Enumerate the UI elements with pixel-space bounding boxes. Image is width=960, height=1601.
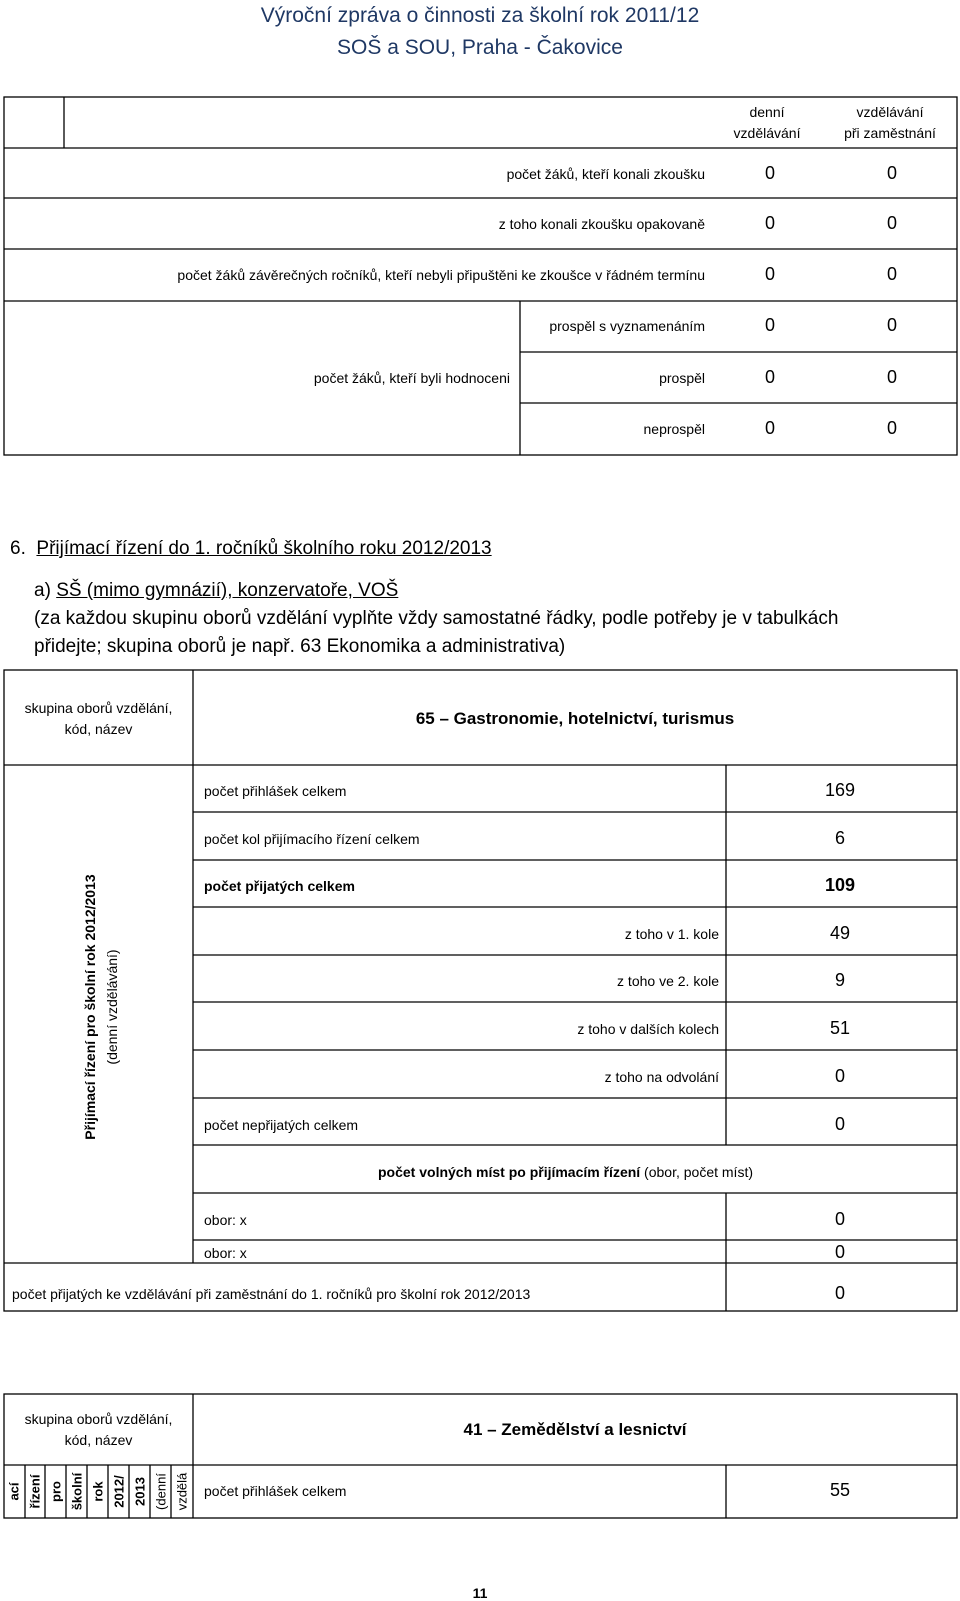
side-label-fragment: (denní bbox=[153, 1473, 169, 1510]
row-label: prospěl bbox=[659, 370, 705, 386]
volnych-label-rest: (obor, počet míst) bbox=[640, 1164, 753, 1180]
side-label-fragment: rok bbox=[90, 1481, 106, 1502]
neprijatych-value: 0 bbox=[834, 1114, 845, 1134]
side-label-fragment: 2012/ bbox=[111, 1475, 127, 1508]
kolo2-label: z toho ve 2. kole bbox=[617, 973, 719, 989]
section-note-line2: přidejte; skupina oborů je např. 63 Ekonomika a administrativa) bbox=[34, 636, 566, 657]
side-label-fragment: řízení bbox=[27, 1474, 43, 1509]
side-label-line1: Přijímací řízení pro školní rok 2012/2013 bbox=[82, 874, 98, 1140]
kolo1-value: 49 bbox=[829, 923, 851, 943]
obor2-value: 0 bbox=[834, 1242, 845, 1262]
kol-value: 6 bbox=[834, 828, 845, 848]
kolo1-label: z toho v 1. kole bbox=[624, 926, 719, 942]
section-heading bbox=[10, 538, 492, 560]
row-value-zam: 0 bbox=[886, 418, 897, 438]
report-title: Výroční zpráva o činnosti za školní rok 2011/12 bbox=[260, 4, 700, 27]
section-title: Přijímací řízení do 1. ročníků školního roku 2012/2013 bbox=[36, 538, 492, 559]
row-value-zam: 0 bbox=[886, 264, 897, 284]
dalsi-label: z toho v dalších kolech bbox=[577, 1021, 719, 1037]
row-label: neprospěl bbox=[643, 421, 705, 437]
section-number: 6. bbox=[10, 538, 26, 559]
prihlasek-value: 55 bbox=[829, 1480, 851, 1500]
row-label: počet žáků, kteří konali zkoušku bbox=[506, 166, 705, 182]
section-note-line1: (za každou skupinu oborů vzdělání vyplňte vždy samostatné řádky, podle potřeby je v tabulkách bbox=[34, 608, 839, 629]
group-label-line1: skupina oborů vzdělání, bbox=[24, 1411, 173, 1427]
hodnoceni-label: počet žáků, kteří byli hodnoceni bbox=[313, 370, 510, 386]
row-value-zam: 0 bbox=[886, 163, 897, 183]
row-value-zam: 0 bbox=[886, 367, 897, 387]
group-name: 65 – Gastronomie, hotelnictví, turismus bbox=[415, 709, 735, 728]
col-zam-line2: při zaměstnání bbox=[844, 125, 936, 141]
prijatych-value: 109 bbox=[824, 875, 856, 895]
dalsi-value: 51 bbox=[829, 1018, 851, 1038]
col-zam-line1: vzdělávání bbox=[856, 104, 924, 120]
zam-value: 0 bbox=[834, 1283, 845, 1303]
row-value-zam: 0 bbox=[886, 315, 897, 335]
prijatych-label: počet přijatých celkem bbox=[204, 878, 355, 894]
volnych-label bbox=[378, 1164, 753, 1180]
row-value-zam: 0 bbox=[886, 213, 897, 233]
row-label: z toho konali zkoušku opakovaně bbox=[498, 216, 705, 232]
side-label-fragment: pro bbox=[48, 1481, 64, 1502]
group-label-line1: skupina oborů vzdělání, bbox=[24, 700, 173, 716]
group-label-line2: kód, název bbox=[64, 1432, 133, 1448]
side-label-fragment: školní bbox=[69, 1472, 85, 1511]
subsection-prefix: a) bbox=[34, 580, 51, 601]
neprijatych-label: počet nepřijatých celkem bbox=[204, 1117, 359, 1133]
odvolani-value: 0 bbox=[834, 1066, 845, 1086]
row-value-denni: 0 bbox=[764, 163, 775, 183]
side-label-fragment: 2013 bbox=[132, 1477, 148, 1506]
prihlasek-label: počet přihlášek celkem bbox=[204, 1483, 347, 1499]
row-value-denni: 0 bbox=[764, 213, 775, 233]
kol-label: počet kol přijímacího řízení celkem bbox=[204, 831, 420, 847]
side-label-line2: (denní vzdělávání) bbox=[104, 949, 120, 1065]
obor1-label: obor: x bbox=[204, 1212, 247, 1228]
row-label: počet žáků závěrečných ročníků, kteří nebyli připuštěni ke zkoušce v řádném termínu bbox=[177, 267, 705, 283]
zam-label: počet přijatých ke vzdělávání při zaměstnání do 1. ročníků pro školní rok 2012/2013 bbox=[12, 1286, 531, 1302]
prihlasek-label: počet přihlášek celkem bbox=[204, 783, 347, 799]
page-number: 11 bbox=[472, 1585, 488, 1601]
row-label: prospěl s vyznamenáním bbox=[549, 318, 705, 334]
kolo2-value: 9 bbox=[834, 970, 845, 990]
group-label-line2: kód, název bbox=[64, 721, 133, 737]
row-value-denni: 0 bbox=[764, 418, 775, 438]
obor2-label: obor: x bbox=[204, 1245, 247, 1261]
school-name: SOŠ a SOU, Praha - Čakovice bbox=[337, 36, 623, 59]
col-denni-line2: vzdělávání bbox=[733, 125, 801, 141]
odvolani-label: z toho na odvolání bbox=[604, 1069, 719, 1085]
side-label-fragment: ací bbox=[6, 1482, 22, 1501]
obor1-value: 0 bbox=[834, 1209, 845, 1229]
prihlasek-value: 169 bbox=[824, 780, 856, 800]
subsection-a bbox=[34, 580, 398, 602]
group-name: 41 – Zemědělství a lesnictví bbox=[463, 1420, 687, 1439]
row-value-denni: 0 bbox=[764, 367, 775, 387]
subsection-title: SŠ (mimo gymnázií), konzervatoře, VOŠ bbox=[56, 580, 399, 601]
col-denni-line1: denní bbox=[749, 104, 785, 120]
row-value-denni: 0 bbox=[764, 264, 775, 284]
side-label-fragment: vzdělá bbox=[174, 1472, 190, 1511]
row-value-denni: 0 bbox=[764, 315, 775, 335]
volnych-label-bold: počet volných míst po přijímacím řízení bbox=[378, 1164, 641, 1180]
